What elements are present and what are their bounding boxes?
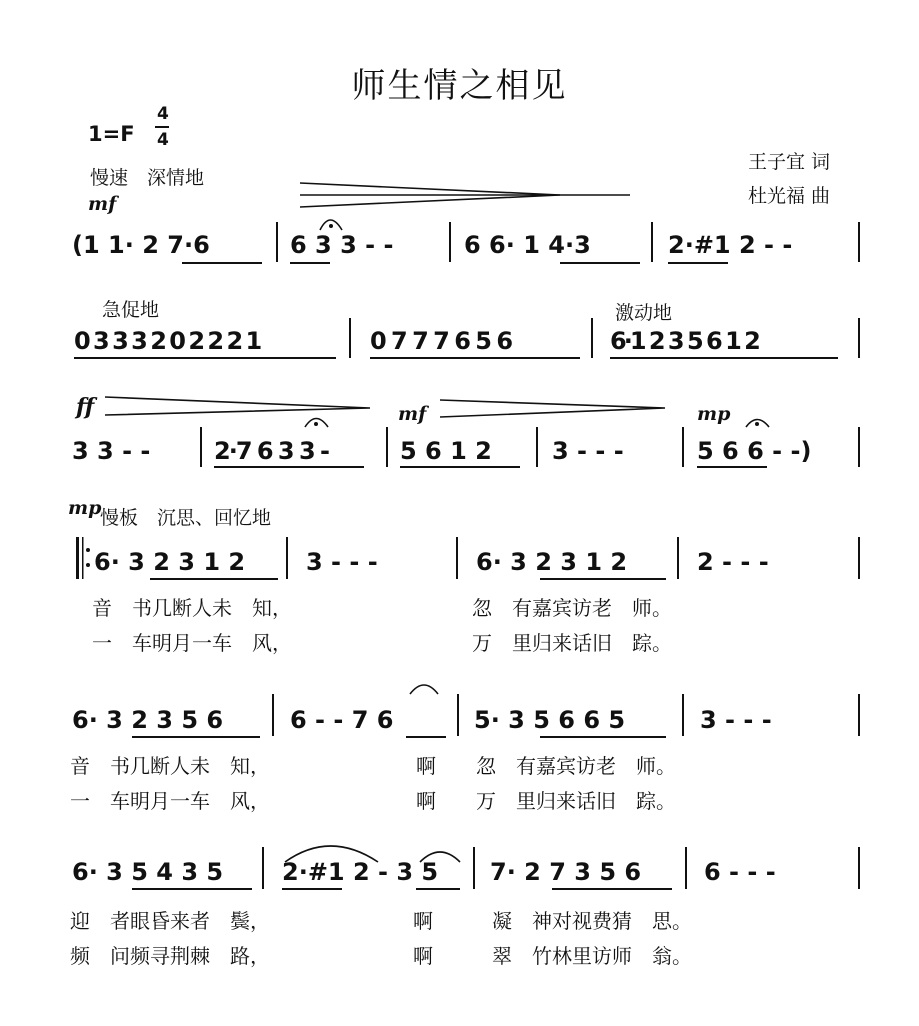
measure-1-2: 6 3 3 - -	[290, 231, 394, 259]
barline	[536, 427, 538, 467]
measure-5-4: 3 - - -	[700, 706, 772, 734]
measure-2-1: 0 3 3 3 2 0 2 2 2 1	[74, 327, 260, 355]
measure-3-1: 3 3 - -	[72, 437, 151, 465]
lyric-5-2: 啊	[416, 754, 436, 778]
measure-6-4: 6 - - -	[704, 858, 776, 886]
measure-2-2: 0 7 7 7 6 5 6	[370, 327, 512, 355]
lyricist-credit: 王子宜 词	[748, 151, 831, 173]
underline	[400, 466, 520, 468]
lyric-6-4: 频 问频寻荆棘 路，	[70, 944, 270, 968]
measure-6-2: 2·#1 2 - 3 5	[282, 858, 439, 886]
underline	[668, 262, 728, 264]
underline	[132, 736, 260, 738]
lyric-6-1: 迎 者眼昏来者 鬓，	[70, 909, 270, 933]
underline	[610, 357, 838, 359]
measure-4-1: 6· 3 2 3 1 2	[94, 548, 246, 576]
measure-4-4: 2 - - -	[697, 548, 769, 576]
barline	[286, 537, 288, 579]
barline	[682, 427, 684, 467]
underline	[540, 578, 666, 580]
time-sig-numerator: 4	[157, 104, 169, 124]
lyric-6-2: 啊	[413, 909, 433, 933]
underline	[552, 888, 672, 890]
barline	[349, 318, 351, 358]
dynamic-mp-1: mp	[697, 403, 731, 425]
barline	[386, 427, 388, 467]
slur-1	[410, 685, 438, 694]
underline	[406, 736, 446, 738]
lyric-6-5: 啊	[413, 944, 433, 968]
measure-5-2: 6 - - 7 6	[290, 706, 394, 734]
barline	[858, 318, 860, 358]
expression-urgent: 急促地	[102, 299, 160, 321]
dynamic-mf-1: mf	[88, 193, 117, 215]
measure-6-3: 7· 2 7 3 5 6	[490, 858, 642, 886]
barline	[457, 694, 459, 736]
measure-6-1: 6· 3 5 4 3 5	[72, 858, 224, 886]
lyric-4-3: 一 车明月一车 风，	[92, 631, 292, 655]
underline	[560, 262, 640, 264]
dynamic-mp-2: mp	[68, 497, 102, 519]
barline	[591, 318, 593, 358]
decrescendo-hairpin-1	[105, 397, 370, 415]
barline	[276, 222, 278, 262]
barline	[858, 427, 860, 467]
underline	[214, 466, 364, 468]
composer-credit: 杜光福 曲	[748, 185, 831, 207]
underline	[416, 888, 460, 890]
barline	[858, 537, 860, 579]
underline	[182, 262, 262, 264]
lyric-5-1: 音 书几断人未 知，	[70, 754, 270, 778]
underline	[132, 888, 252, 890]
barline	[685, 847, 687, 889]
fermata-dot-2	[314, 422, 318, 426]
key-signature: 1=F	[88, 122, 135, 146]
underline	[697, 466, 767, 468]
barline	[473, 847, 475, 889]
lyric-4-1: 音 书几断人未 知，	[92, 596, 292, 620]
fermata-dot-3	[755, 422, 759, 426]
measure-2-3: 6·1 2 3 5 6 1 2	[610, 327, 758, 355]
tempo-marking: 慢速 深情地	[90, 167, 205, 189]
lyric-6-3: 凝 神对视费猜 思。	[492, 909, 692, 933]
repeat-thin-bar	[82, 537, 84, 579]
measure-1-1: (1 1· 2 7·6	[72, 231, 210, 259]
measure-3-4: 3 - - -	[552, 437, 624, 465]
barline	[858, 222, 860, 262]
lyric-4-4: 万 里归来话旧 踪。	[472, 631, 672, 655]
expression-agitated: 激动地	[615, 302, 673, 324]
measure-1-4: 2·#1 2 - -	[668, 231, 793, 259]
barline	[677, 537, 679, 579]
underline	[282, 888, 342, 890]
underline	[370, 357, 580, 359]
underline	[74, 357, 336, 359]
lyric-5-6: 万 里归来话旧 踪。	[476, 789, 676, 813]
underline	[540, 736, 666, 738]
measure-3-5: 5 6 6 - -)	[697, 437, 812, 465]
dynamic-ff: ff	[76, 394, 95, 420]
lyric-6-6: 翠 竹林里访师 翁。	[492, 944, 692, 968]
dynamic-mf-2: mf	[398, 403, 427, 425]
score-title: 师生情之相见	[351, 66, 568, 106]
barline	[456, 537, 458, 579]
barline	[262, 847, 264, 889]
fermata-dot-1	[329, 224, 333, 228]
measure-4-3: 6· 3 2 3 1 2	[476, 548, 628, 576]
lyric-4-2: 忽 有嘉宾访老 师。	[472, 596, 672, 620]
lyric-5-5: 啊	[416, 789, 436, 813]
lyric-5-4: 一 车明月一车 风，	[70, 789, 270, 813]
measure-1-3: 6 6· 1 4·3	[464, 231, 591, 259]
measure-3-2: 2·7 6 3 3 -	[214, 437, 328, 465]
repeat-thick-bar	[76, 537, 79, 579]
measure-5-3: 5· 3 5 6 6 5	[474, 706, 626, 734]
underline	[290, 262, 330, 264]
barline	[272, 694, 274, 736]
underline	[150, 578, 278, 580]
time-sig-denominator: 4	[157, 130, 169, 150]
barline	[449, 222, 451, 262]
repeat-dot-1	[86, 548, 90, 552]
barline	[858, 694, 860, 736]
barline	[200, 427, 202, 467]
repeat-dot-2	[86, 563, 90, 567]
measure-4-2: 3 - - -	[306, 548, 378, 576]
barline	[651, 222, 653, 262]
barline	[682, 694, 684, 736]
measure-5-1: 6· 3 2 3 5 6	[72, 706, 224, 734]
expression-slow: 慢板 沉思、回忆地	[100, 507, 272, 529]
barline	[858, 847, 860, 889]
measure-3-3: 5 6 1 2	[400, 437, 492, 465]
lyric-5-3: 忽 有嘉宾访老 师。	[476, 754, 676, 778]
decrescendo-hairpin-2	[440, 400, 665, 417]
